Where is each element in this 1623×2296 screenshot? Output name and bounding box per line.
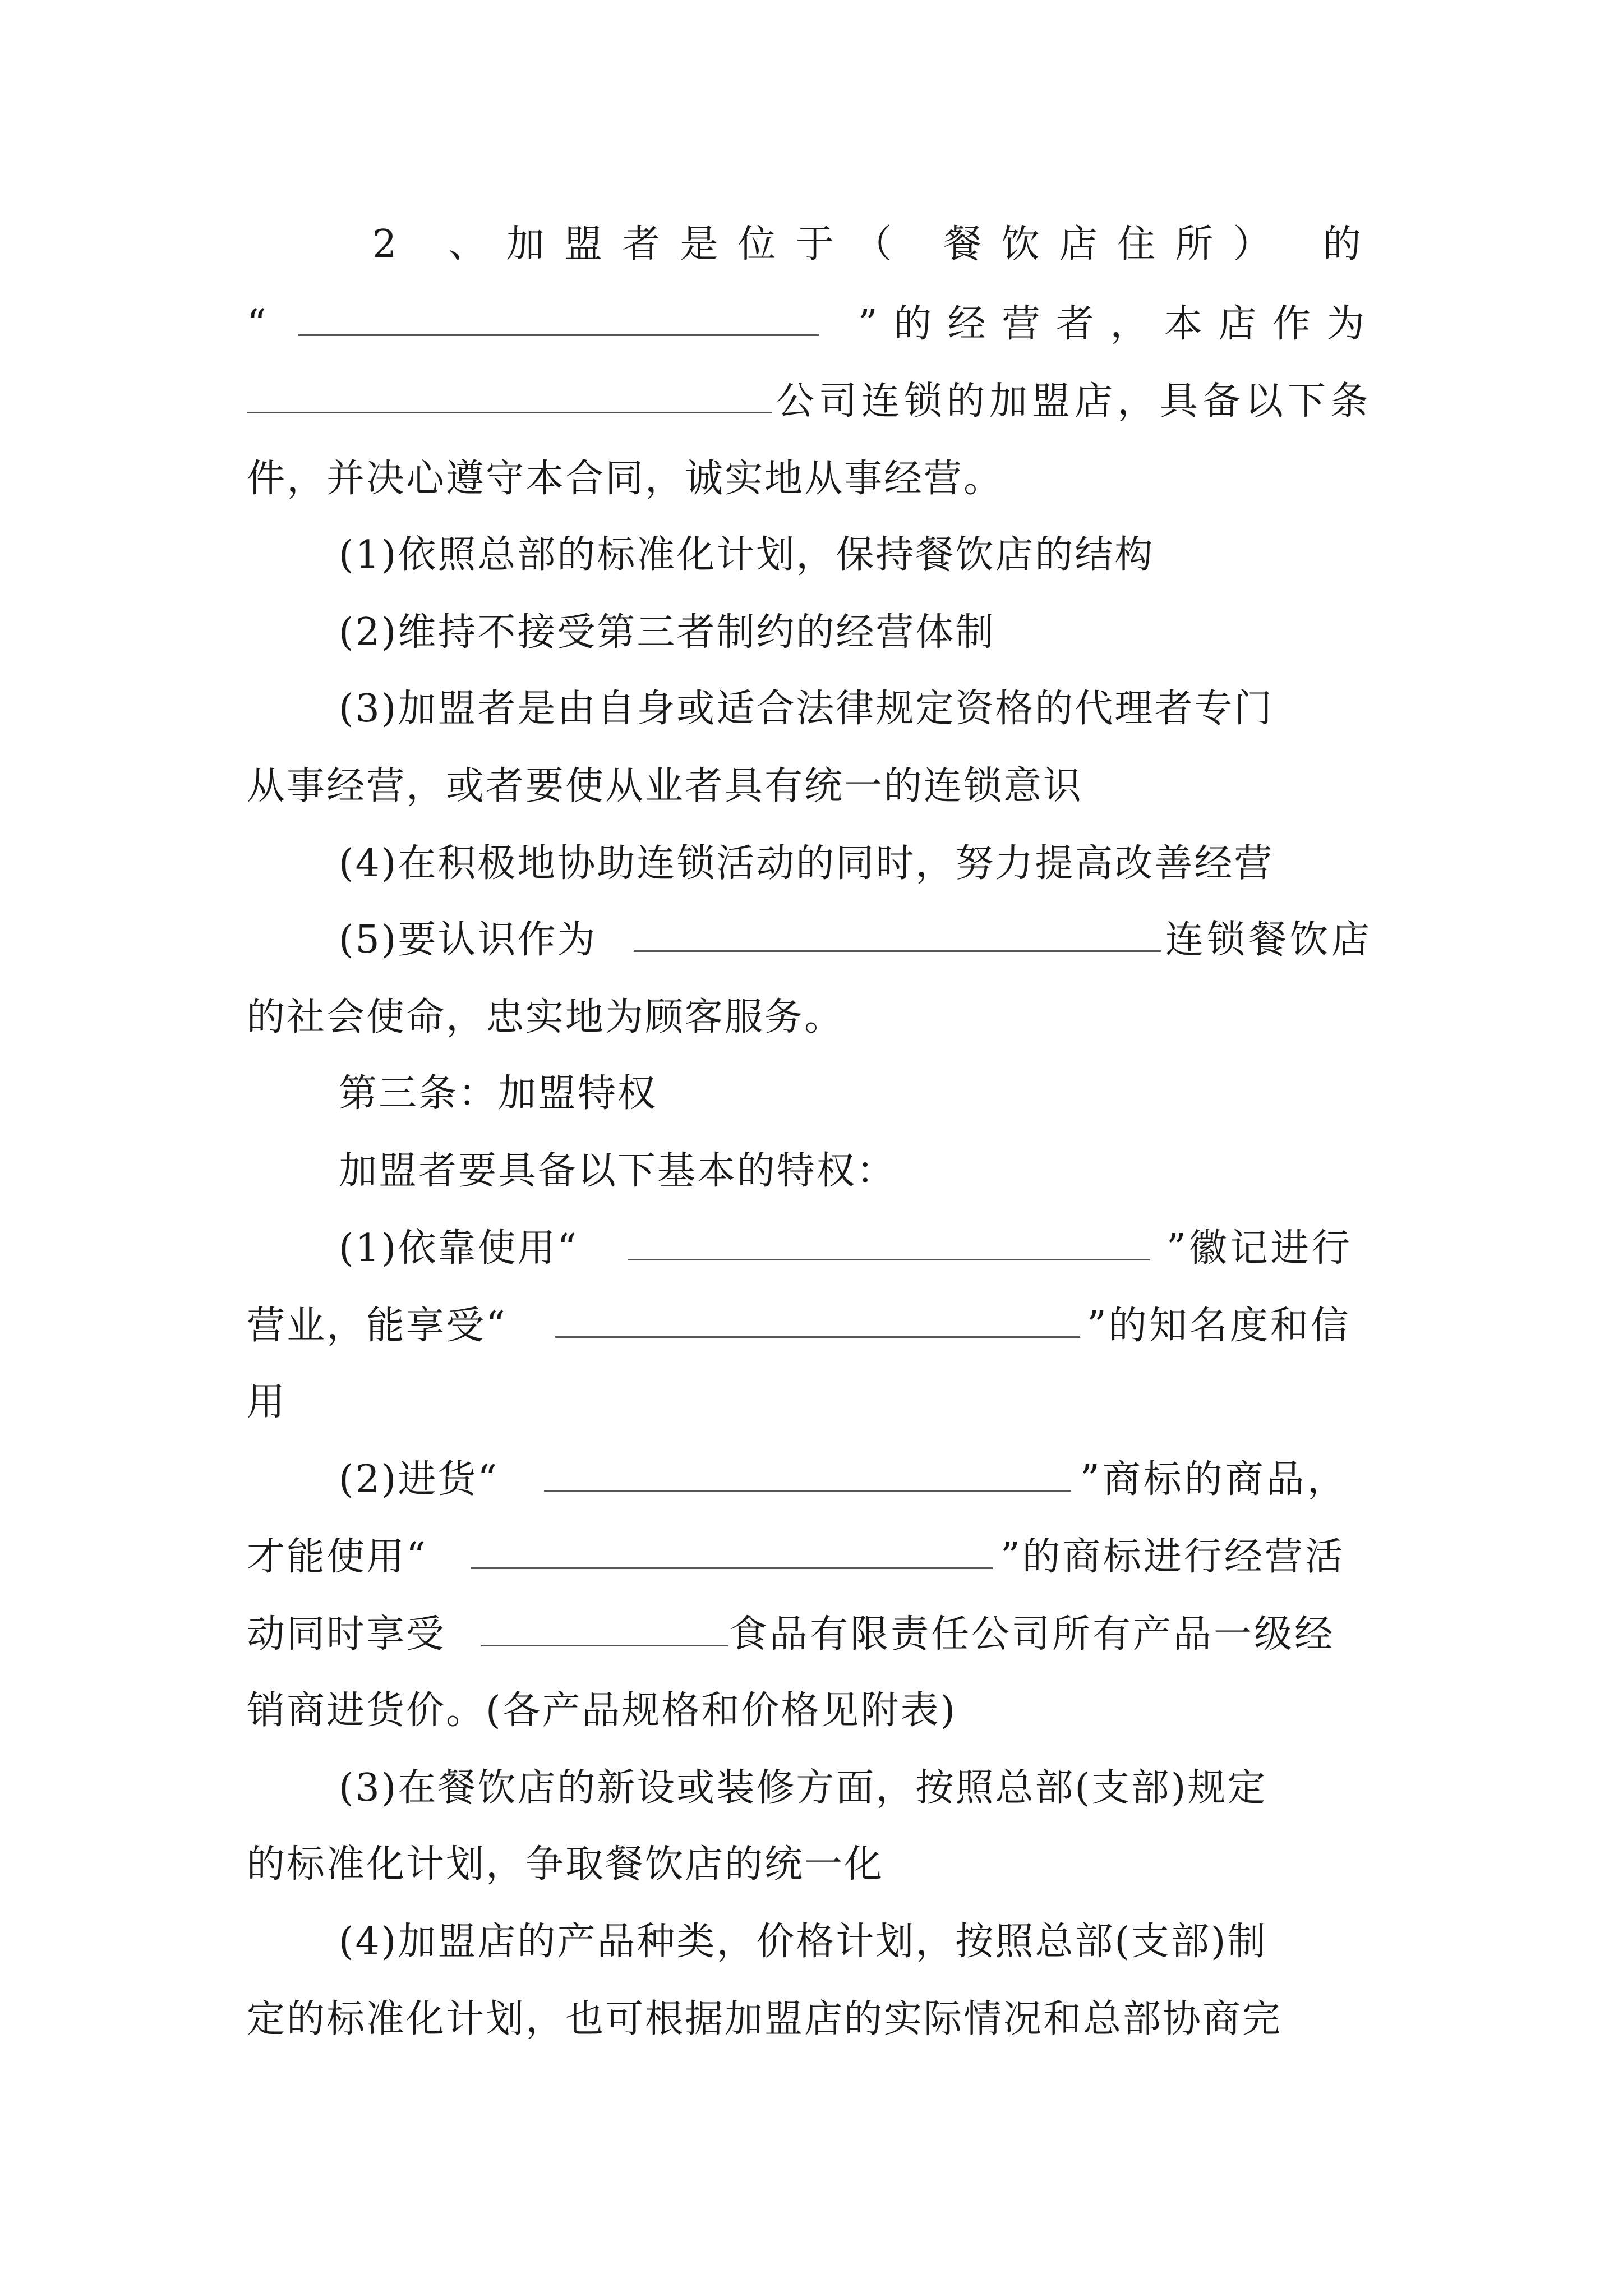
text-segment: 件，并决心遵守本合同，诚实地从事经营。 [247, 457, 1004, 501]
list-item [0, 836, 1623, 892]
paragraph-line [0, 990, 1623, 1046]
fill-in-blank [247, 412, 772, 413]
text-segment: 连锁餐饮店 [1165, 918, 1373, 962]
text-segment: 销商进货价。(各产品规格和价格见附表) [247, 1688, 957, 1733]
article-3-heading: 第三条：加盟特权 [339, 1071, 658, 1116]
clause-2-heading-text: 2 、加盟者是位于（ 餐饮店住所） 的 [372, 222, 1381, 266]
text-segment: (2)进货“ [339, 1457, 499, 1502]
paragraph-line [0, 1607, 1623, 1663]
paragraph-line [0, 758, 1623, 815]
list-item [0, 681, 1623, 737]
fill-in-blank [298, 334, 819, 336]
text-segment: (3)加盟者是由自身或适合法律规定资格的代理者专门 [339, 687, 1274, 731]
paragraph-line [0, 1837, 1623, 1893]
paragraph-line [0, 1991, 1623, 2047]
text-segment: 公司连锁的加盟店，具备以下条 [776, 379, 1373, 424]
text-segment: 营业，能享受“ [247, 1304, 507, 1348]
text-segment: (1)依照总部的标准化计划，保持餐饮店的结构 [339, 533, 1155, 577]
text-segment: 用 [247, 1380, 285, 1424]
text-segment: “ [247, 302, 266, 346]
text-segment: 从事经营，或者要使从业者具有统一的连锁意识 [247, 764, 1083, 808]
paragraph-line [0, 1143, 1623, 1199]
text-segment: (4)在积极地协助连锁活动的同时，努力提高改善经营 [339, 841, 1274, 886]
text-segment: ”的商标进行经营活 [1000, 1535, 1345, 1579]
text-segment: (5)要认识作为 [339, 918, 597, 962]
fill-in-blank [544, 1490, 1071, 1492]
section-heading [0, 1066, 1623, 1122]
text-segment: (1)依靠使用“ [339, 1226, 579, 1271]
text-segment: 食品有限责任公司所有产品一级经 [729, 1612, 1335, 1657]
text-segment: 动同时享受 [247, 1612, 446, 1657]
fill-in-blank [555, 1336, 1080, 1338]
text-segment: 的标准化计划，争取餐饮店的统一化 [247, 1842, 884, 1887]
list-item [0, 1221, 1623, 1277]
text-segment: 的社会使命，忠实地为顾客服务。 [247, 995, 845, 1039]
fill-in-blank [634, 950, 1161, 952]
list-item [0, 912, 1623, 968]
text-segment: (2)维持不接受第三者制约的经营体制 [339, 610, 995, 655]
fill-in-blank [481, 1645, 728, 1646]
text-segment: (3)在餐饮店的新设或装修方面，按照总部(支部)规定 [339, 1766, 1267, 1810]
text-segment: ”的经营者，本店作为 [858, 302, 1381, 346]
text-segment: 定的标准化计划，也可根据加盟店的实际情况和总部协商完 [247, 1997, 1283, 2041]
text-segment: (4)加盟店的产品种类，价格计划，按照总部(支部)制 [339, 1920, 1267, 1964]
paragraph-line [0, 374, 1623, 430]
list-item [0, 1760, 1623, 1816]
list-item [0, 605, 1623, 661]
fill-in-blank [628, 1259, 1150, 1260]
text-segment: ”的知名度和信 [1087, 1304, 1351, 1348]
list-item [0, 1452, 1623, 1508]
paragraph-line [0, 1298, 1623, 1354]
fill-in-blank [471, 1567, 993, 1569]
text-segment: 加盟者要具备以下基本的特权： [339, 1149, 897, 1193]
paragraph-line [0, 296, 1623, 352]
paragraph-line [0, 1683, 1623, 1739]
list-item [0, 527, 1623, 583]
paragraph-line [0, 451, 1623, 507]
paragraph-line [0, 1374, 1623, 1430]
paragraph-line [0, 1529, 1623, 1585]
paragraph-line [0, 217, 1623, 273]
text-segment: ”徽记进行 [1166, 1226, 1353, 1271]
list-item [0, 1914, 1623, 1970]
text-segment: ”商标的商品， [1080, 1457, 1348, 1502]
text-segment: 才能使用“ [247, 1535, 427, 1579]
